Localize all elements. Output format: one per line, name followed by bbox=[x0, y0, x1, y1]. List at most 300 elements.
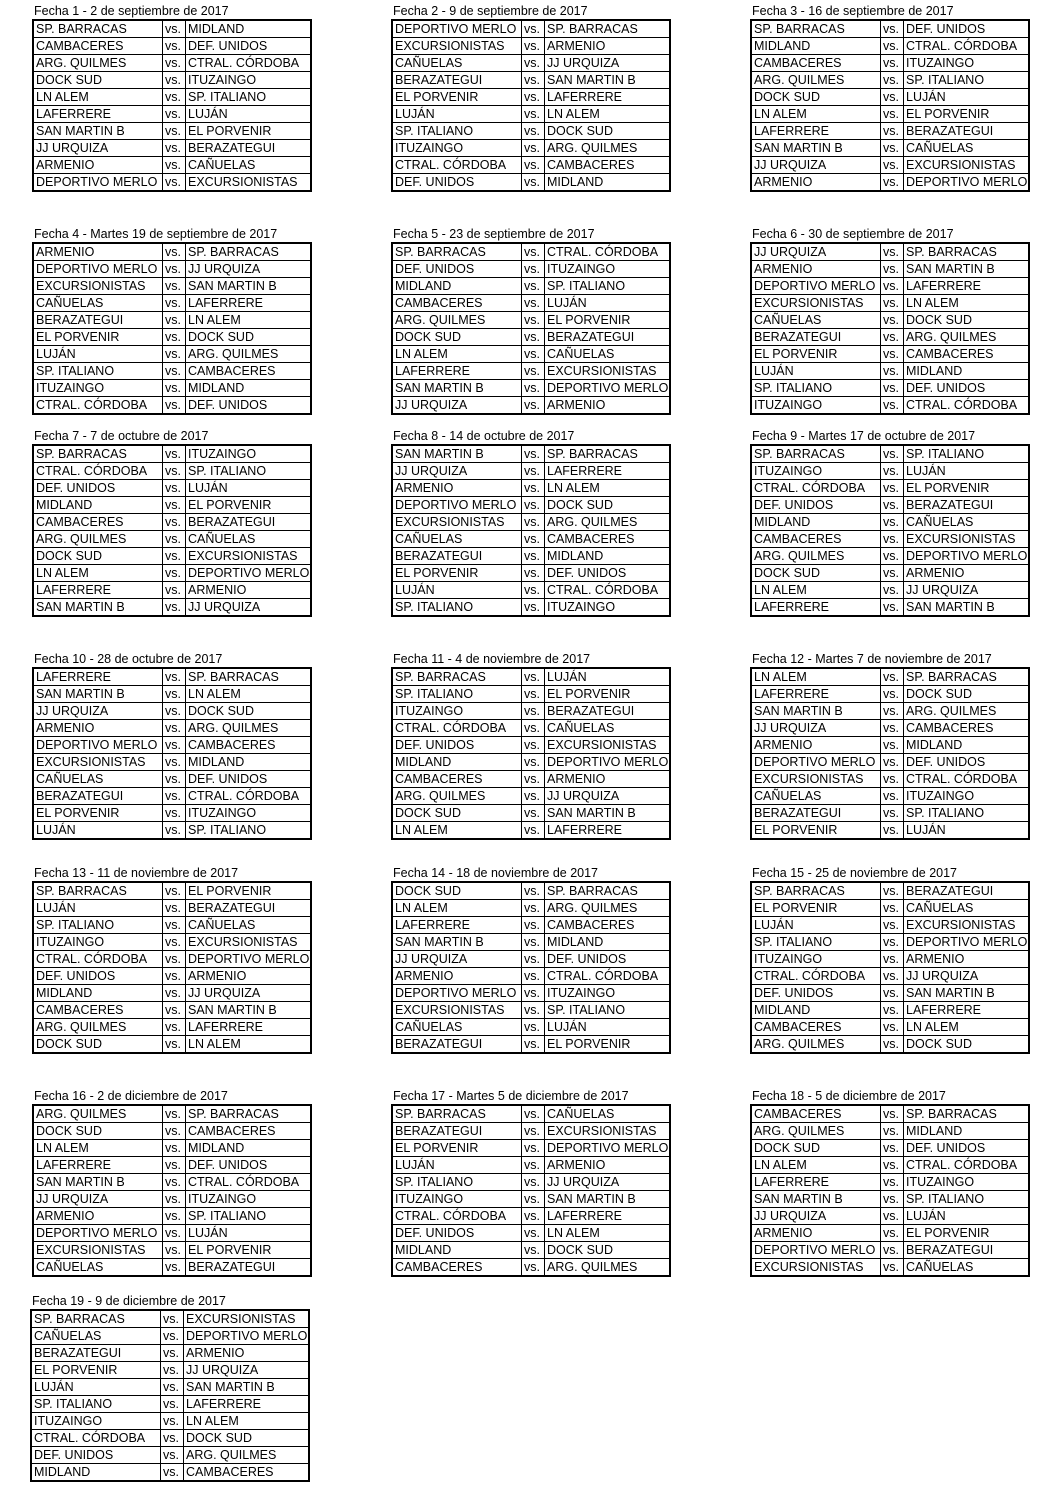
vs-label: vs. bbox=[522, 1002, 545, 1019]
home-team: LAFERRERE bbox=[33, 582, 163, 599]
away-team: SAN MARTIN B bbox=[904, 599, 1030, 617]
vs-label: vs. bbox=[163, 917, 186, 934]
match-row bbox=[33, 788, 311, 805]
home-team: ARMENIO bbox=[33, 720, 163, 737]
home-team: SAN MARTIN B bbox=[33, 123, 163, 140]
match-row bbox=[33, 985, 311, 1002]
match-row bbox=[33, 278, 311, 295]
vs-label: vs. bbox=[161, 1328, 184, 1345]
home-team: LN ALEM bbox=[751, 1157, 881, 1174]
home-team: LUJÁN bbox=[31, 1379, 161, 1396]
match-row bbox=[751, 703, 1029, 720]
home-team: DEF. UNIDOS bbox=[751, 497, 881, 514]
match-row bbox=[392, 788, 670, 805]
vs-label: vs. bbox=[522, 174, 545, 192]
vs-label: vs. bbox=[881, 174, 904, 192]
home-team: MIDLAND bbox=[751, 514, 881, 531]
fecha-title: Fecha 4 - Martes 19 de septiembre de 2017 bbox=[34, 227, 278, 241]
home-team: DOCK SUD bbox=[392, 329, 522, 346]
home-team: ARG. QUILMES bbox=[751, 548, 881, 565]
away-team: DEPORTIVO MERLO bbox=[545, 380, 671, 397]
vs-label: vs. bbox=[881, 1019, 904, 1036]
away-team: MIDLAND bbox=[545, 174, 671, 192]
vs-label: vs. bbox=[522, 882, 545, 900]
vs-label: vs. bbox=[881, 1174, 904, 1191]
vs-label: vs. bbox=[163, 1174, 186, 1191]
match-row bbox=[751, 445, 1029, 463]
away-team: DOCK SUD bbox=[545, 497, 671, 514]
home-team: SAN MARTIN B bbox=[751, 1191, 881, 1208]
match-row bbox=[33, 174, 311, 192]
vs-label: vs. bbox=[522, 445, 545, 463]
away-team: SAN MARTIN B bbox=[186, 278, 312, 295]
match-row bbox=[33, 243, 311, 261]
match-row bbox=[33, 72, 311, 89]
home-team: SP. BARRACAS bbox=[392, 1105, 522, 1123]
vs-label: vs. bbox=[881, 123, 904, 140]
vs-label: vs. bbox=[522, 1123, 545, 1140]
match-row bbox=[392, 1019, 670, 1036]
fixture-table bbox=[391, 19, 671, 192]
match-row bbox=[392, 278, 670, 295]
match-row bbox=[33, 582, 311, 599]
away-team: CAMBACERES bbox=[186, 737, 312, 754]
match-row bbox=[751, 1259, 1029, 1277]
vs-label: vs. bbox=[881, 1242, 904, 1259]
home-team: ARG. QUILMES bbox=[751, 1036, 881, 1054]
away-team: BERAZATEGUI bbox=[904, 882, 1030, 900]
home-team: LN ALEM bbox=[33, 1140, 163, 1157]
home-team: SAN MARTIN B bbox=[751, 703, 881, 720]
away-team: CAÑUELAS bbox=[545, 346, 671, 363]
away-team: ARG. QUILMES bbox=[545, 900, 671, 917]
vs-label: vs. bbox=[163, 720, 186, 737]
away-team: LAFERRERE bbox=[545, 1208, 671, 1225]
away-team: CTRAL. CÓRDOBA bbox=[545, 582, 671, 599]
home-team: ARMENIO bbox=[33, 157, 163, 174]
vs-label: vs. bbox=[522, 703, 545, 720]
home-team: DEPORTIVO MERLO bbox=[392, 497, 522, 514]
match-row bbox=[751, 1036, 1029, 1054]
away-team: CAMBACERES bbox=[186, 1123, 312, 1140]
home-team: ARG. QUILMES bbox=[33, 55, 163, 72]
home-team: LUJÁN bbox=[392, 582, 522, 599]
home-team: SP. ITALIANO bbox=[33, 917, 163, 934]
home-team: ARMENIO bbox=[751, 261, 881, 278]
home-team: DOCK SUD bbox=[33, 1036, 163, 1054]
match-row bbox=[33, 329, 311, 346]
home-team: MIDLAND bbox=[751, 38, 881, 55]
away-team: ARMENIO bbox=[184, 1345, 310, 1362]
vs-label: vs. bbox=[522, 754, 545, 771]
vs-label: vs. bbox=[881, 20, 904, 38]
vs-label: vs. bbox=[881, 805, 904, 822]
home-team: ARG. QUILMES bbox=[751, 1123, 881, 1140]
home-team: DOCK SUD bbox=[33, 1123, 163, 1140]
home-team: CAMBACERES bbox=[33, 1002, 163, 1019]
vs-label: vs. bbox=[522, 565, 545, 582]
away-team: JJ URQUIZA bbox=[186, 985, 312, 1002]
match-row bbox=[751, 1002, 1029, 1019]
fixture-table bbox=[750, 1104, 1030, 1277]
away-team: BERAZATEGUI bbox=[545, 329, 671, 346]
away-team: LAFERRERE bbox=[186, 1019, 312, 1036]
away-team: MIDLAND bbox=[545, 934, 671, 951]
match-row bbox=[33, 312, 311, 329]
home-team: CAÑUELAS bbox=[751, 788, 881, 805]
home-team: ARG. QUILMES bbox=[751, 72, 881, 89]
vs-label: vs. bbox=[881, 380, 904, 397]
home-team: CAMBACERES bbox=[392, 771, 522, 788]
home-team: DEPORTIVO MERLO bbox=[33, 737, 163, 754]
home-team: CTRAL. CÓRDOBA bbox=[33, 463, 163, 480]
vs-label: vs. bbox=[881, 463, 904, 480]
away-team: EL PORVENIR bbox=[545, 686, 671, 703]
away-team: ARG. QUILMES bbox=[186, 346, 312, 363]
fixture-table bbox=[32, 667, 312, 840]
home-team: ITUZAINGO bbox=[751, 463, 881, 480]
vs-label: vs. bbox=[881, 882, 904, 900]
away-team: JJ URQUIZA bbox=[186, 261, 312, 278]
away-team: BERAZATEGUI bbox=[904, 123, 1030, 140]
home-team: DOCK SUD bbox=[751, 1140, 881, 1157]
vs-label: vs. bbox=[881, 703, 904, 720]
vs-label: vs. bbox=[881, 1225, 904, 1242]
vs-label: vs. bbox=[163, 89, 186, 106]
home-team: EXCURSIONISTAS bbox=[751, 771, 881, 788]
home-team: MIDLAND bbox=[31, 1464, 161, 1482]
away-team: DEPORTIVO MERLO bbox=[186, 565, 312, 582]
vs-label: vs. bbox=[522, 312, 545, 329]
match-row bbox=[751, 805, 1029, 822]
home-team: BERAZATEGUI bbox=[31, 1345, 161, 1362]
away-team: JJ URQUIZA bbox=[184, 1362, 310, 1379]
home-team: LN ALEM bbox=[751, 582, 881, 599]
away-team: LN ALEM bbox=[904, 295, 1030, 312]
match-row bbox=[33, 497, 311, 514]
vs-label: vs. bbox=[163, 261, 186, 278]
match-row bbox=[751, 1105, 1029, 1123]
home-team: ARMENIO bbox=[33, 1208, 163, 1225]
match-row bbox=[33, 1225, 311, 1242]
home-team: EXCURSIONISTAS bbox=[392, 1002, 522, 1019]
fecha-title: Fecha 3 - 16 de septiembre de 2017 bbox=[752, 4, 954, 18]
away-team: CAÑUELAS bbox=[186, 917, 312, 934]
home-team: CTRAL. CÓRDOBA bbox=[33, 951, 163, 968]
match-row bbox=[751, 1140, 1029, 1157]
home-team: ITUZAINGO bbox=[33, 934, 163, 951]
vs-label: vs. bbox=[163, 1259, 186, 1277]
away-team: ARG. QUILMES bbox=[545, 140, 671, 157]
match-row bbox=[392, 985, 670, 1002]
match-row bbox=[392, 363, 670, 380]
vs-label: vs. bbox=[881, 312, 904, 329]
away-team: CTRAL. CÓRDOBA bbox=[904, 38, 1030, 55]
home-team: DEPORTIVO MERLO bbox=[751, 1242, 881, 1259]
away-team: CTRAL. CÓRDOBA bbox=[904, 397, 1030, 415]
fecha-block bbox=[32, 227, 312, 415]
fecha-title: Fecha 7 - 7 de octubre de 2017 bbox=[34, 429, 209, 443]
match-row bbox=[33, 1123, 311, 1140]
away-team: JJ URQUIZA bbox=[904, 968, 1030, 985]
home-team: ITUZAINGO bbox=[392, 1191, 522, 1208]
match-row bbox=[751, 72, 1029, 89]
match-row bbox=[31, 1430, 309, 1447]
match-row bbox=[392, 497, 670, 514]
away-team: SAN MARTIN B bbox=[904, 261, 1030, 278]
match-row bbox=[33, 157, 311, 174]
vs-label: vs. bbox=[163, 882, 186, 900]
away-team: DEF. UNIDOS bbox=[186, 1157, 312, 1174]
match-row bbox=[392, 89, 670, 106]
vs-label: vs. bbox=[881, 917, 904, 934]
home-team: MIDLAND bbox=[392, 1242, 522, 1259]
vs-label: vs. bbox=[522, 822, 545, 840]
home-team: CAMBACERES bbox=[751, 531, 881, 548]
home-team: BERAZATEGUI bbox=[33, 312, 163, 329]
home-team: SAN MARTIN B bbox=[33, 1174, 163, 1191]
home-team: SAN MARTIN B bbox=[392, 934, 522, 951]
away-team: EXCURSIONISTAS bbox=[545, 737, 671, 754]
home-team: DEPORTIVO MERLO bbox=[33, 261, 163, 278]
away-team: CTRAL. CÓRDOBA bbox=[545, 243, 671, 261]
vs-label: vs. bbox=[163, 1105, 186, 1123]
home-team: SAN MARTIN B bbox=[392, 445, 522, 463]
home-team: CAÑUELAS bbox=[751, 312, 881, 329]
match-row bbox=[751, 514, 1029, 531]
vs-label: vs. bbox=[881, 514, 904, 531]
away-team: LN ALEM bbox=[184, 1413, 310, 1430]
vs-label: vs. bbox=[522, 380, 545, 397]
home-team: JJ URQUIZA bbox=[751, 720, 881, 737]
home-team: CTRAL. CÓRDOBA bbox=[392, 720, 522, 737]
home-team: EXCURSIONISTAS bbox=[392, 38, 522, 55]
match-row bbox=[751, 917, 1029, 934]
away-team: LUJÁN bbox=[186, 480, 312, 497]
home-team: BERAZATEGUI bbox=[392, 548, 522, 565]
vs-label: vs. bbox=[161, 1447, 184, 1464]
fecha-block bbox=[32, 1089, 312, 1277]
match-row bbox=[392, 771, 670, 788]
vs-label: vs. bbox=[163, 397, 186, 415]
match-row bbox=[751, 463, 1029, 480]
vs-label: vs. bbox=[881, 754, 904, 771]
fecha-block bbox=[750, 866, 1030, 1054]
match-row bbox=[392, 55, 670, 72]
home-team: DOCK SUD bbox=[392, 882, 522, 900]
match-row bbox=[751, 329, 1029, 346]
vs-label: vs. bbox=[163, 329, 186, 346]
vs-label: vs. bbox=[522, 514, 545, 531]
match-row bbox=[33, 463, 311, 480]
home-team: DEF. UNIDOS bbox=[392, 174, 522, 192]
away-team: LUJÁN bbox=[904, 89, 1030, 106]
away-team: JJ URQUIZA bbox=[545, 788, 671, 805]
vs-label: vs. bbox=[163, 55, 186, 72]
vs-label: vs. bbox=[881, 295, 904, 312]
home-team: ITUZAINGO bbox=[33, 380, 163, 397]
vs-label: vs. bbox=[881, 72, 904, 89]
home-team: DEPORTIVO MERLO bbox=[392, 985, 522, 1002]
home-team: CAMBACERES bbox=[751, 55, 881, 72]
match-row bbox=[751, 686, 1029, 703]
away-team: LAFERRERE bbox=[904, 278, 1030, 295]
fecha-title: Fecha 15 - 25 de noviembre de 2017 bbox=[752, 866, 957, 880]
fixture-table bbox=[391, 444, 671, 617]
match-row bbox=[392, 822, 670, 840]
vs-label: vs. bbox=[881, 346, 904, 363]
vs-label: vs. bbox=[163, 380, 186, 397]
home-team: CAMBACERES bbox=[392, 1259, 522, 1277]
vs-label: vs. bbox=[522, 1105, 545, 1123]
home-team: SP. BARRACAS bbox=[33, 445, 163, 463]
match-row bbox=[392, 329, 670, 346]
home-team: ARG. QUILMES bbox=[392, 312, 522, 329]
fecha-block bbox=[30, 1294, 310, 1482]
vs-label: vs. bbox=[163, 1157, 186, 1174]
vs-label: vs. bbox=[163, 463, 186, 480]
vs-label: vs. bbox=[522, 38, 545, 55]
match-row bbox=[392, 312, 670, 329]
home-team: EL PORVENIR bbox=[31, 1362, 161, 1379]
home-team: DOCK SUD bbox=[751, 89, 881, 106]
match-row bbox=[392, 1123, 670, 1140]
home-team: LAFERRERE bbox=[392, 917, 522, 934]
match-row bbox=[392, 582, 670, 599]
vs-label: vs. bbox=[881, 720, 904, 737]
vs-label: vs. bbox=[522, 346, 545, 363]
away-team: EL PORVENIR bbox=[186, 1242, 312, 1259]
vs-label: vs. bbox=[163, 822, 186, 840]
home-team: SP. ITALIANO bbox=[392, 1174, 522, 1191]
match-row bbox=[392, 1036, 670, 1054]
vs-label: vs. bbox=[522, 1208, 545, 1225]
home-team: LUJÁN bbox=[33, 900, 163, 917]
fixture-table bbox=[750, 19, 1030, 192]
match-row bbox=[751, 278, 1029, 295]
match-row bbox=[31, 1345, 309, 1362]
home-team: CAÑUELAS bbox=[392, 1019, 522, 1036]
vs-label: vs. bbox=[881, 565, 904, 582]
match-row bbox=[33, 900, 311, 917]
match-row bbox=[751, 754, 1029, 771]
match-row bbox=[392, 445, 670, 463]
away-team: SP. BARRACAS bbox=[904, 668, 1030, 686]
home-team: LUJÁN bbox=[33, 346, 163, 363]
home-team: SP. BARRACAS bbox=[33, 882, 163, 900]
vs-label: vs. bbox=[881, 968, 904, 985]
away-team: EXCURSIONISTAS bbox=[904, 157, 1030, 174]
match-row bbox=[751, 1208, 1029, 1225]
vs-label: vs. bbox=[163, 140, 186, 157]
match-row bbox=[392, 754, 670, 771]
home-team: MIDLAND bbox=[392, 754, 522, 771]
vs-label: vs. bbox=[522, 951, 545, 968]
home-team: DEF. UNIDOS bbox=[33, 480, 163, 497]
home-team: LUJÁN bbox=[392, 1157, 522, 1174]
away-team: CAÑUELAS bbox=[904, 140, 1030, 157]
away-team: ARMENIO bbox=[545, 397, 671, 415]
away-team: DEPORTIVO MERLO bbox=[904, 934, 1030, 951]
home-team: JJ URQUIZA bbox=[33, 1191, 163, 1208]
match-row bbox=[751, 968, 1029, 985]
fecha-block bbox=[391, 429, 671, 617]
home-team: CAÑUELAS bbox=[392, 55, 522, 72]
home-team: EXCURSIONISTAS bbox=[33, 754, 163, 771]
away-team: MIDLAND bbox=[186, 754, 312, 771]
away-team: DEF. UNIDOS bbox=[186, 771, 312, 788]
away-team: ARMENIO bbox=[904, 951, 1030, 968]
fecha-block bbox=[32, 429, 312, 617]
home-team: SAN MARTIN B bbox=[751, 140, 881, 157]
home-team: ITUZAINGO bbox=[392, 703, 522, 720]
vs-label: vs. bbox=[163, 1019, 186, 1036]
away-team: ITUZAINGO bbox=[545, 599, 671, 617]
vs-label: vs. bbox=[163, 788, 186, 805]
match-row bbox=[33, 397, 311, 415]
vs-label: vs. bbox=[522, 397, 545, 415]
away-team: CAMBACERES bbox=[184, 1464, 310, 1482]
home-team: CAMBACERES bbox=[751, 1105, 881, 1123]
match-row bbox=[33, 531, 311, 548]
away-team: BERAZATEGUI bbox=[186, 1259, 312, 1277]
vs-label: vs. bbox=[881, 243, 904, 261]
fecha-title: Fecha 2 - 9 de septiembre de 2017 bbox=[393, 4, 588, 18]
away-team: ITUZAINGO bbox=[904, 55, 1030, 72]
home-team: SAN MARTIN B bbox=[33, 686, 163, 703]
home-team: CAMBACERES bbox=[33, 38, 163, 55]
vs-label: vs. bbox=[163, 548, 186, 565]
away-team: MIDLAND bbox=[186, 20, 312, 38]
away-team: SAN MARTIN B bbox=[545, 1191, 671, 1208]
vs-label: vs. bbox=[163, 686, 186, 703]
match-row bbox=[33, 295, 311, 312]
match-row bbox=[31, 1379, 309, 1396]
home-team: ITUZAINGO bbox=[751, 397, 881, 415]
vs-label: vs. bbox=[881, 822, 904, 840]
vs-label: vs. bbox=[522, 123, 545, 140]
home-team: ITUZAINGO bbox=[751, 951, 881, 968]
away-team: ARG. QUILMES bbox=[186, 720, 312, 737]
match-row bbox=[33, 548, 311, 565]
vs-label: vs. bbox=[522, 1140, 545, 1157]
match-row bbox=[33, 686, 311, 703]
away-team: CAMBACERES bbox=[545, 917, 671, 934]
vs-label: vs. bbox=[163, 565, 186, 582]
home-team: CAMBACERES bbox=[33, 514, 163, 531]
vs-label: vs. bbox=[881, 140, 904, 157]
vs-label: vs. bbox=[522, 737, 545, 754]
home-team: ARG. QUILMES bbox=[33, 1105, 163, 1123]
vs-label: vs. bbox=[161, 1464, 184, 1482]
away-team: CTRAL. CÓRDOBA bbox=[186, 1174, 312, 1191]
away-team: CAMBACERES bbox=[545, 531, 671, 548]
vs-label: vs. bbox=[163, 243, 186, 261]
match-row bbox=[751, 737, 1029, 754]
away-team: CAMBACERES bbox=[545, 157, 671, 174]
away-team: CAÑUELAS bbox=[545, 1105, 671, 1123]
home-team: LN ALEM bbox=[751, 668, 881, 686]
vs-label: vs. bbox=[522, 720, 545, 737]
fecha-title: Fecha 5 - 23 de septiembre de 2017 bbox=[393, 227, 595, 241]
away-team: SP. BARRACAS bbox=[545, 882, 671, 900]
home-team: SP. BARRACAS bbox=[33, 20, 163, 38]
fecha-title: Fecha 16 - 2 de diciembre de 2017 bbox=[34, 1089, 228, 1103]
vs-label: vs. bbox=[522, 1019, 545, 1036]
vs-label: vs. bbox=[163, 951, 186, 968]
match-row bbox=[392, 531, 670, 548]
away-team: ITUZAINGO bbox=[545, 261, 671, 278]
